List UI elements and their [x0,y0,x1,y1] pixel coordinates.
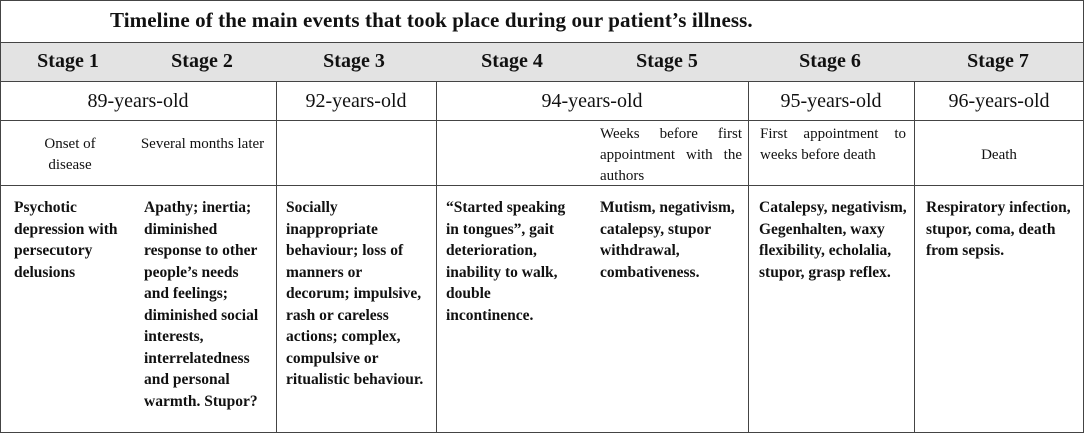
ages-row [0,82,1084,121]
event-stage-5: Mutism, negativism, catalepsy, stupor withdrawal, combativeness. [600,199,735,281]
age-95: 95-years-old [780,90,882,112]
period-several-months: Several months later [140,136,265,152]
age-89: 89-years-old [87,90,189,112]
event-stage-1: Psychotic depression with persecutory delusions [14,199,118,281]
column-divider [914,82,915,433]
event-stage-2: Apathy; inertia; diminished response to other people’s needs and feelings; diminished social interests, interrelatedness and personal warmth. Stupor? [144,199,259,410]
period-first-appointment: First appointment to weeks before death [760,126,906,163]
event-stage-3: Socially inappropriate behaviour; loss of manners or decorum; impulsive, rash or careless actions; complex, compulsive or ritualistic behaviour. [286,199,424,388]
period-onset: Onset of disease [44,136,96,173]
period-row [0,121,1084,186]
age-94: 94-years-old [541,90,643,112]
event-stage-7: Respiratory infection, stupor, coma, death from sepsis. [926,199,1071,259]
column-divider [748,82,749,433]
period-death: Death [981,147,1017,163]
table-title: Timeline of the main events that took place during our patient’s illness. [110,8,753,32]
column-divider [276,82,277,433]
stage-1-header: Stage 1 [37,50,99,72]
column-divider [436,82,437,433]
stage-7-header: Stage 7 [967,50,1029,72]
stage-3-header: Stage 3 [323,50,385,72]
stage-2-header: Stage 2 [171,50,233,72]
stages-header-row [0,43,1084,82]
stage-5-header: Stage 5 [636,50,698,72]
stage-4-header: Stage 4 [481,50,543,72]
event-stage-4: “Started speaking in tongues”, gait deterioration, inability to walk, double incontinence. [446,199,566,324]
stage-6-header: Stage 6 [799,50,861,72]
age-96: 96-years-old [948,90,1050,112]
period-weeks-before: Weeks before first appointment with the authors [600,126,742,184]
event-stage-6: Catalepsy, negativism, Gegenhalten, waxy flexibility, echolalia, stupor, grasp reflex. [759,199,907,281]
age-92: 92-years-old [305,90,407,112]
table-title-row [0,0,1084,43]
